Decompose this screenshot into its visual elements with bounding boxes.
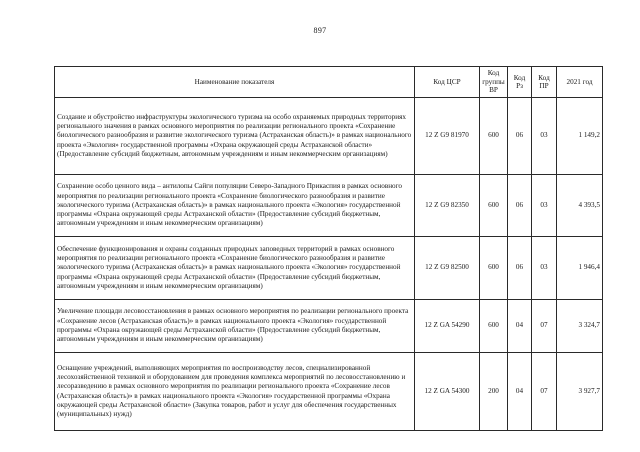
budget-table	[54, 66, 603, 431]
row-vr-code: 200	[480, 353, 508, 431]
row-vr-code: 600	[480, 98, 508, 175]
table-row	[55, 98, 603, 175]
table-row	[55, 237, 603, 300]
row-indicator-name: Создание и обустройство инфраструктуры экологического туризма на особо охраняемых природных территориях регионального значения в рамках основного мероприятия по реализации регионального проекта «Сохранение биологического разнообразия и развитие экологического туризма (Астраханская область)» в рамках национального проекта «Экология» государственной программы «Охрана окружающей среды Астраханской области» (Предоставление субсидий бюджетным, автономным учреждениям и иным некоммерческим организациям)	[55, 98, 415, 175]
row-indicator-name: Увеличение площади лесовосстановления в рамках основного мероприятия по реализации регионального проекта «Сохранение лесов (Астраханская область)» в рамках национального проекта «Экология» государственной программы «Охрана окружающей среды Астраханской области» (Предоставление субсидий бюджетным, автономным учреждениям и иным некоммерческим организациям)	[55, 300, 415, 353]
row-rz-code: 04	[508, 300, 532, 353]
row-csr-code: 12 Z G9 82500	[415, 237, 480, 300]
table-header-row	[55, 67, 603, 98]
row-amount: 3 927,7	[557, 353, 603, 431]
row-rz-code: 06	[508, 98, 532, 175]
row-csr-code: 12 Z GA 54300	[415, 353, 480, 431]
row-indicator-name: Оснащение учреждений, выполняющих мероприятия по воспроизводству лесов, специализированной лесохозяйственной техникой и оборудованием для проведения комплекса мероприятий по лесовосстановлению и лесоразведению в рамках основного мероприятия по реализации регионального проекта «Сохранение лесов (Астраханская область)» в рамках национального проекта «Экология» государственной программы «Охрана окружающей среды Астраханской области» (Закупка товаров, работ и услуг для обеспечения государственных (муниципальных) нужд)	[55, 353, 415, 431]
row-rz-code: 04	[508, 353, 532, 431]
table-row	[55, 300, 603, 353]
header-year-2021: 2021 год	[557, 67, 603, 98]
row-rz-code: 06	[508, 237, 532, 300]
header-pr-code: Код ПР	[532, 67, 557, 98]
header-csr-code: Код ЦСР	[415, 67, 480, 98]
row-csr-code: 12 Z G9 81970	[415, 98, 480, 175]
row-amount: 1 149,2	[557, 98, 603, 175]
row-amount: 3 324,7	[557, 300, 603, 353]
header-indicator-name: Наименование показателя	[55, 67, 415, 98]
row-pr-code: 03	[532, 237, 557, 300]
row-indicator-name: Сохранение особо ценного вида – антилопы Сайги популяции Северо-Западного Прикаспия в рамках основного мероприятия по реализации регионального проекта «Сохранение биологического разнообразия и развитие экологического туризма (Астраханская область)» в рамках национального проекта «Экология» государственной программы «Охрана окружающей среды Астраханской области» (Предоставление субсидий бюджетным, автономным учреждениям и иным некоммерческим организациям)	[55, 175, 415, 237]
row-amount: 1 946,4	[557, 237, 603, 300]
row-vr-code: 600	[480, 237, 508, 300]
table-row	[55, 353, 603, 431]
row-rz-code: 06	[508, 175, 532, 237]
row-vr-code: 600	[480, 175, 508, 237]
row-pr-code: 07	[532, 300, 557, 353]
header-rz-code: Код Рз	[508, 67, 532, 98]
row-amount: 4 393,5	[557, 175, 603, 237]
row-pr-code: 07	[532, 353, 557, 431]
row-pr-code: 03	[532, 175, 557, 237]
table-row	[55, 175, 603, 237]
row-pr-code: 03	[532, 98, 557, 175]
row-csr-code: 12 Z G9 82350	[415, 175, 480, 237]
page-number: 897	[313, 26, 327, 35]
row-vr-code: 600	[480, 300, 508, 353]
row-indicator-name: Обеспечение функционирования и охраны созданных природных заповедных территорий в рамках основного мероприятия по реализации регионального проекта «Сохранение биологического разнообразия и развитие экологического туризма (Астраханская область)» в рамках национального проекта «Экология» государственной программы «Охрана окружающей среды Астраханской области» (Предоставление субсидий бюджетным, автономным учреждениям и иным некоммерческим организациям)	[55, 237, 415, 300]
row-csr-code: 12 Z GA 54290	[415, 300, 480, 353]
header-vr-code: Код группы ВР	[480, 67, 508, 98]
